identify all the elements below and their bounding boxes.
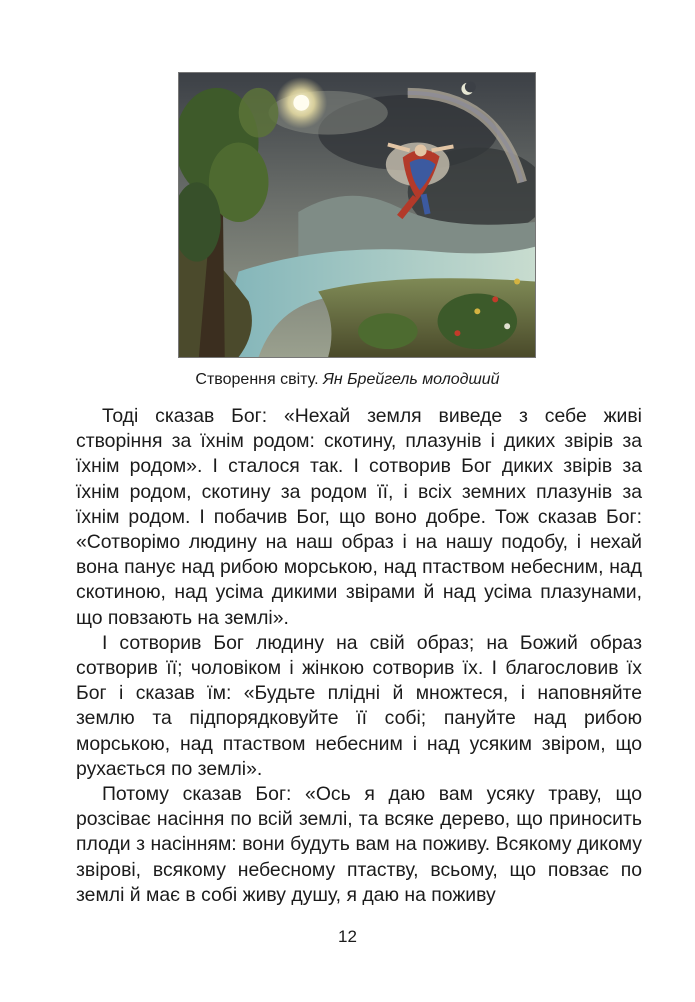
paragraph: Потому сказав Бог: «Ось я даю вам усяку траву, що розсіває насіння по всій землі, та всяке дерево, що приносить плоди з насінням: вони будуть вам на поживу. Всякому дикому звірові, всякому небесному птаству, всьому, що повзає по землі й має в собі живу душу, я даю на поживу bbox=[76, 783, 642, 906]
body-text bbox=[76, 404, 642, 908]
caption-title: Створення світу. bbox=[195, 371, 319, 388]
page-number: 12 bbox=[338, 927, 357, 946]
painting-image bbox=[179, 73, 535, 357]
caption-artist: Ян Брейгель молодший bbox=[322, 371, 500, 388]
painting-illustration bbox=[178, 72, 536, 358]
paragraph: Тоді сказав Бог: «Нехай земля виведе з себе живі створіння за їхнім родом: скотину, плазунів і диких звірів за їхнім родом». І сталося так. І сотворив Бог диких звірів за їхнім родом, скотину за родом її, і всіх земних плазунів за їхнім родом. І побачив Бог, що воно добре. Тож сказав Бог: «Сотворімо людину на наш образ і на нашу подобу, і нехай вона панує над рибою морською, над птаством небесним, над скотиною, над усіма дикими звірами й над усіма плазунами, що повзають на землі». bbox=[76, 405, 642, 629]
paragraph: І сотворив Бог людину на свій образ; на Божий образ сотворив її; чоловіком і жінкою сотворив їх. І благословив їх Бог і сказав їм: «Будьте плідні й множтеся, і наповняйте землю та підпорядковуйте її собі; пануйте над рибою морською, над птаством небесним і над усяким звіром, що рухається по землі». bbox=[76, 631, 642, 780]
figure-caption bbox=[0, 370, 695, 390]
